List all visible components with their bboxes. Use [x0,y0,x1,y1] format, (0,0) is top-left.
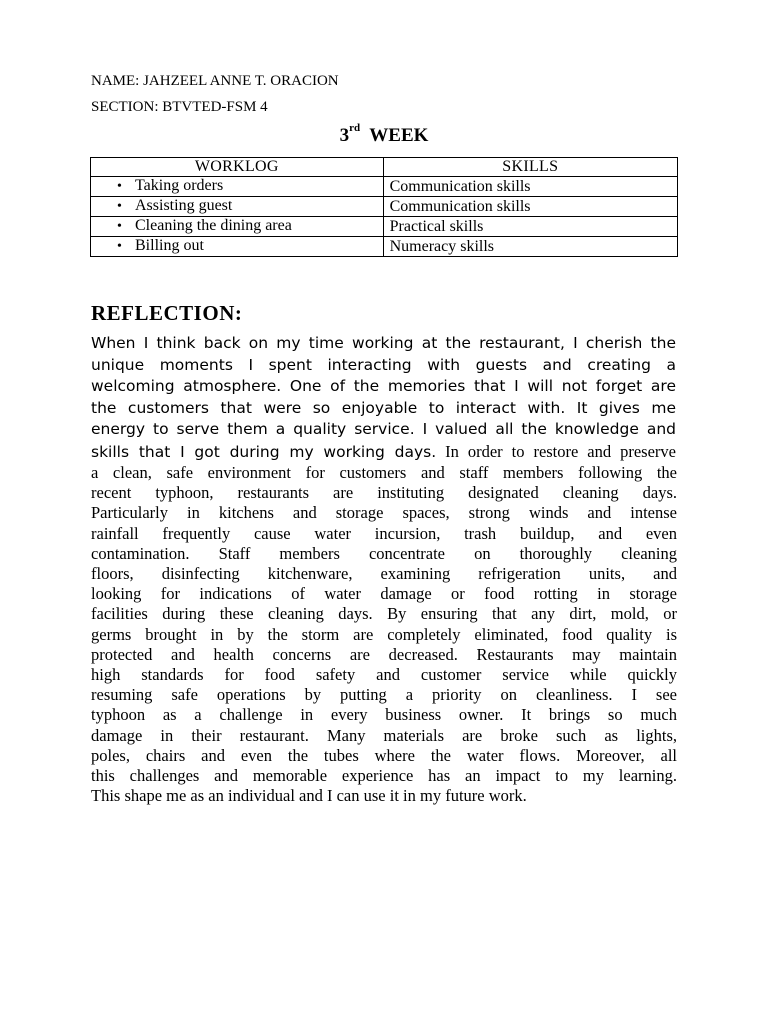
paragraph-line-sans: skills that I got during my working days. [91,442,437,461]
week-title [0,121,768,148]
paragraph-line: floors, disinfecting kitchenware, examining refrigeration units, and [91,564,677,584]
paragraph-line: typhoon as a challenge in every business owner. It brings so much [91,705,677,725]
bullet-icon: • [117,179,122,194]
paragraph-line: a clean, safe environment for customers and staff members following the [91,463,677,482]
worklog-cell [91,237,384,257]
paragraph-line: poles, chairs and even the tubes where the water flows. Moreover, all [91,745,677,765]
worklog-cell [91,197,384,217]
table-row [91,237,678,257]
paragraph-line: recent typhoon, restaurants are instituting designated cleaning days. [91,483,677,503]
paragraph-line: rainfall frequently cause water incursion, trash buildup, and even [91,523,677,543]
paragraph-line: energy to serve them a quality service. I valued all the knowledge and [91,420,676,438]
student-name: NAME: JAHZEEL ANNE T. ORACION [91,73,339,89]
skill-cell: Communication skills [383,197,677,217]
week-suffix: rd [349,121,361,134]
bullet-icon: • [117,219,122,234]
paragraph-line: damage in their restaurant. Many materials are broke such as lights, [91,725,677,745]
paragraph-line: contamination. Staff members concentrate on thoroughly cleaning [91,543,677,563]
reflection-paragraph-part1 [91,333,676,463]
paragraph-line: welcoming atmosphere. One of the memories that I will not forget are [91,377,676,395]
paragraph-line: protected and health concerns are decreased. Restaurants may maintain [91,644,677,664]
paragraph-line [91,441,676,464]
paragraph-line: looking for indications of water damage or food rotting in storage [91,584,677,604]
paragraph-line-serif: In order to restore and preserve [436,441,676,461]
skill-cell: Communication skills [383,177,677,197]
paragraph-line: resuming safe operations by putting a priority on cleanliness. I see [91,685,677,705]
paragraph-line: When I think back on my time working at the restaurant, I cherish the [91,334,676,352]
paragraph-line: this challenges and memorable experience has an impact to my learning. [91,766,677,786]
reflection-heading: REFLECTION: [91,301,243,325]
table-row [91,177,678,197]
reflection-paragraph-part2 [91,463,677,806]
worklog-cell [91,177,384,197]
worklog-text: Billing out [135,237,204,254]
paragraph-line: unique moments I spent interacting with guests and creating a [91,355,676,374]
paragraph-line: the customers that were so enjoyable to interact with. It gives me [91,398,676,417]
paragraph-line: This shape me as an individual and I can use it in my future work. [91,786,527,806]
column-header-worklog: WORKLOG [91,158,384,177]
week-word: WEEK [369,125,429,146]
skill-cell: Practical skills [383,217,677,237]
worklog-table [90,157,678,257]
worklog-text: Cleaning the dining area [135,217,292,234]
paragraph-line: facilities during these cleaning days. By ensuring that any dirt, mold, or [91,604,677,624]
worklog-text: Taking orders [135,177,224,194]
week-number: 3 [339,125,350,146]
table-header-row [91,158,678,177]
paragraph-line: high standards for food safety and customer service while quickly [91,665,677,685]
student-section: SECTION: BTVTED-FSM 4 [91,99,268,115]
table-row [91,217,678,237]
bullet-icon: • [117,239,122,254]
bullet-icon: • [117,199,122,214]
worklog-cell [91,217,384,237]
paragraph-line: Particularly in kitchens and storage spaces, strong winds and intense [91,503,677,523]
paragraph-line: germs brought in by the storm are completely eliminated, food quality is [91,624,677,644]
column-header-skills: SKILLS [383,158,677,177]
skill-cell: Numeracy skills [383,237,677,257]
worklog-text: Assisting guest [135,197,233,214]
table-row [91,197,678,217]
